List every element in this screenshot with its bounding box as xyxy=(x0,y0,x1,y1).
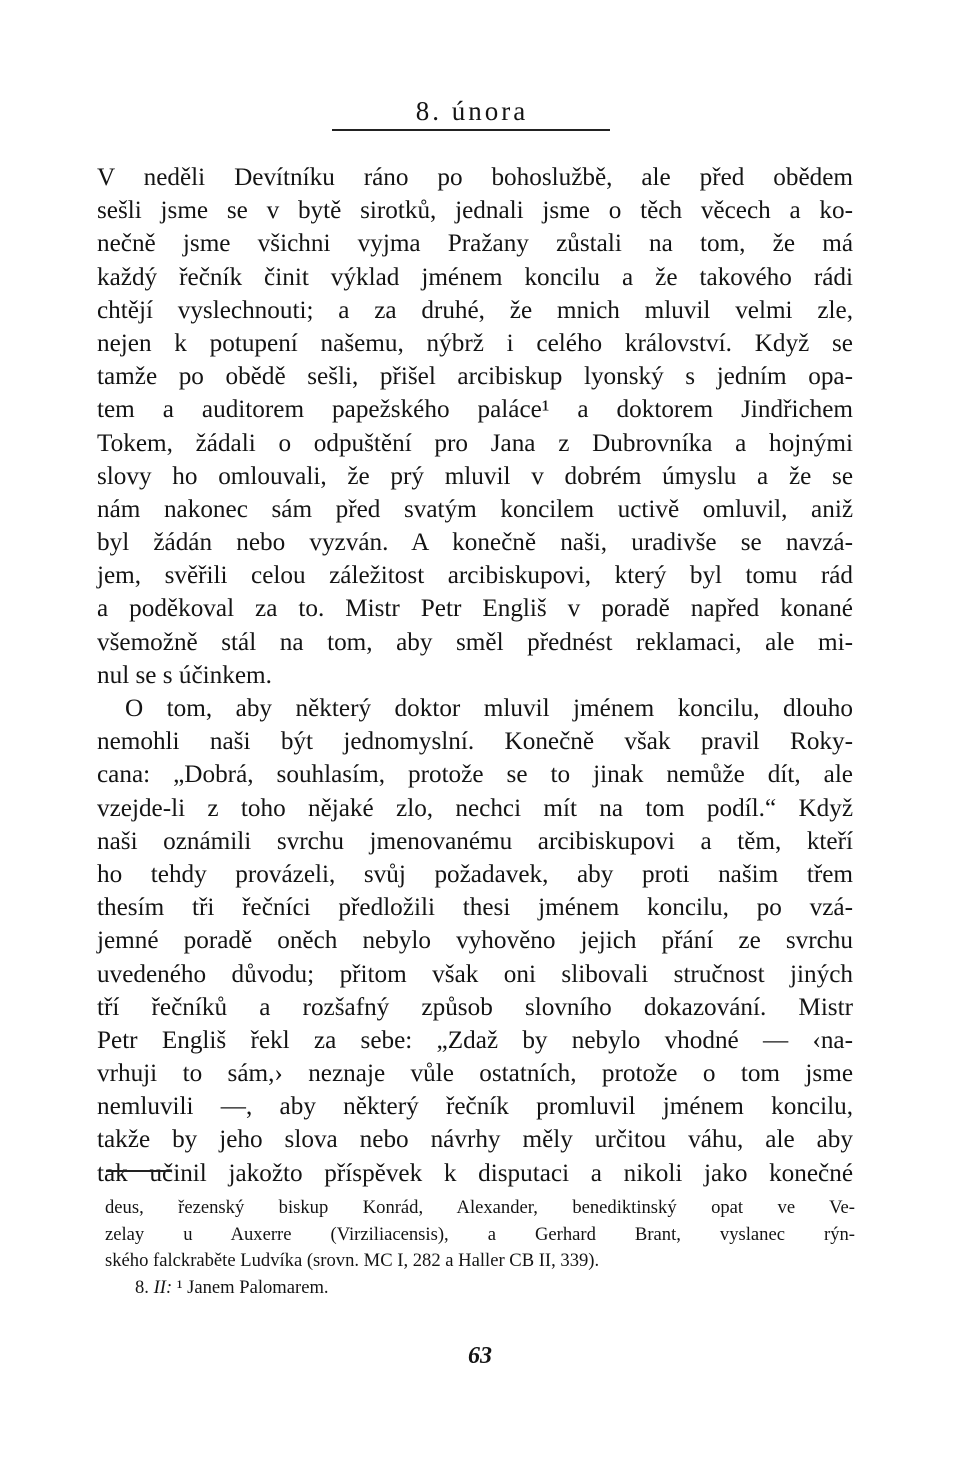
footnote-line: zelay u Auxerre (Virziliacensis), a Gerhard Brant, vyslanec rýn- xyxy=(105,1223,855,1245)
text-line: a poděkoval za to. Mistr Petr Engliš v poradě napřed konané xyxy=(97,595,853,623)
text-line: uvedeného důvodu; přitom však oni slibovali stručnost jiných xyxy=(97,960,853,988)
text-line: cana: „Dobrá, souhlasím, protože se to jinak nemůže dít, ale xyxy=(97,761,853,789)
text-line: jem, svěřili celou záležitost arcibiskupovi, který byl tomu rád xyxy=(97,562,853,590)
footnote-prefix: 8. xyxy=(135,1276,149,1298)
text-line: všemožně stál na tom, aby směl přednést reklamaci, ale mi- xyxy=(97,628,853,656)
text-line: vrhuji to sám,› neznaje vůle ostatních, protože o tom jsme xyxy=(97,1060,853,1088)
text-line: nemohli naši být jednomyslní. Konečně však pravil Roky- xyxy=(97,728,853,756)
page-number: 63 xyxy=(468,1343,492,1369)
footnote-line: deus, řezenský biskup Konrád, Alexander, benediktinský opat ve Ve- xyxy=(105,1197,855,1218)
text-line: vzejde-li z toho nějaké zlo, nechci mít na tom podíl.“ Když xyxy=(97,794,853,822)
text-line: tak učinil jakožto příspěvek k disputaci a nikoli jako konečné xyxy=(97,1159,853,1187)
footnote-marker: ¹ xyxy=(176,1276,183,1298)
text-line: Tokem, žádali o odpuštění pro Jana z Dubrovníka a hojnými xyxy=(97,429,853,457)
footnote-rule xyxy=(106,1170,172,1172)
text-line: sešli jsme se v bytě sirotků, jednali jsme o těch věcech a ko- xyxy=(97,197,853,225)
footnote-entry xyxy=(105,1275,855,1302)
text-line: tamže po obědě sešli, přišel arcibiskup lyonský s jedním opa- xyxy=(97,363,853,391)
text-line: O tom, aby některý doktor mluvil jménem koncilu, dlouho xyxy=(125,695,853,722)
text-line: jemné poradě oněch nebylo vyhověno jejich přání ze svrchu xyxy=(97,927,853,955)
footnotes xyxy=(105,1195,855,1301)
text-line: byl žádán nebo vyzván. A konečně naši, uradivše se navzá- xyxy=(97,529,853,557)
text-line: Petr Engliš řekl za sebe: „Zdaž by nebylo vhodné — ‹na- xyxy=(97,1026,853,1054)
text-line: tem a auditorem papežského paláce¹ a doktorem Jindřichem xyxy=(97,396,853,424)
footnote-line: ského falckraběte Ludvíka (srovn. MC I, 282 a Haller CB II, 339). xyxy=(105,1250,600,1272)
text-line: každý řečník činit výklad jménem koncilu a že takového rádi xyxy=(97,263,853,291)
heading-rule xyxy=(332,129,610,131)
text-line: nul se s účinkem. xyxy=(97,661,272,689)
text-line: nám nakonec sám před svatým koncilem uctivě omluvil, aniž xyxy=(97,495,853,523)
text-line: chtějí vyslechnouti; a za druhé, že mnich mluvil velmi zle, xyxy=(97,296,853,324)
text-line: tří řečníků a rozšafný způsob slovního dokazování. Mistr xyxy=(97,993,853,1021)
text-line: takže by jeho slova nebo návrhy měly určitou váhu, ale aby xyxy=(97,1126,853,1154)
main-text xyxy=(97,161,853,1190)
text-line: nemluvili —, aby některý řečník promluvil jménem koncilu, xyxy=(97,1093,853,1121)
footnote-text: Janem Palomarem. xyxy=(187,1276,329,1298)
page-heading: 8. února xyxy=(415,96,529,126)
text-line: slovy ho omlouvali, že prý mluvil v dobrém úmyslu a že se xyxy=(97,462,853,490)
text-line: nejen k potupení našemu, nýbrž i celého království. Když se xyxy=(97,329,853,357)
text-line: thesím tři řečníci předložili thesi jménem koncilu, po vzá- xyxy=(97,894,853,922)
text-line: naši oznámili svrchu jmenovanému arcibiskupovi a těm, kteří xyxy=(97,827,853,855)
text-line: ho tehdy provázeli, svůj požadavek, aby proti našim třem xyxy=(97,860,853,888)
text-line: nečně jsme všichni vyjma Pražany zůstali na tom, že má xyxy=(97,230,853,258)
text-line: V neděli Devítníku ráno po bohoslužbě, ale před obědem xyxy=(97,164,853,191)
footnote-label: II: xyxy=(153,1276,173,1298)
